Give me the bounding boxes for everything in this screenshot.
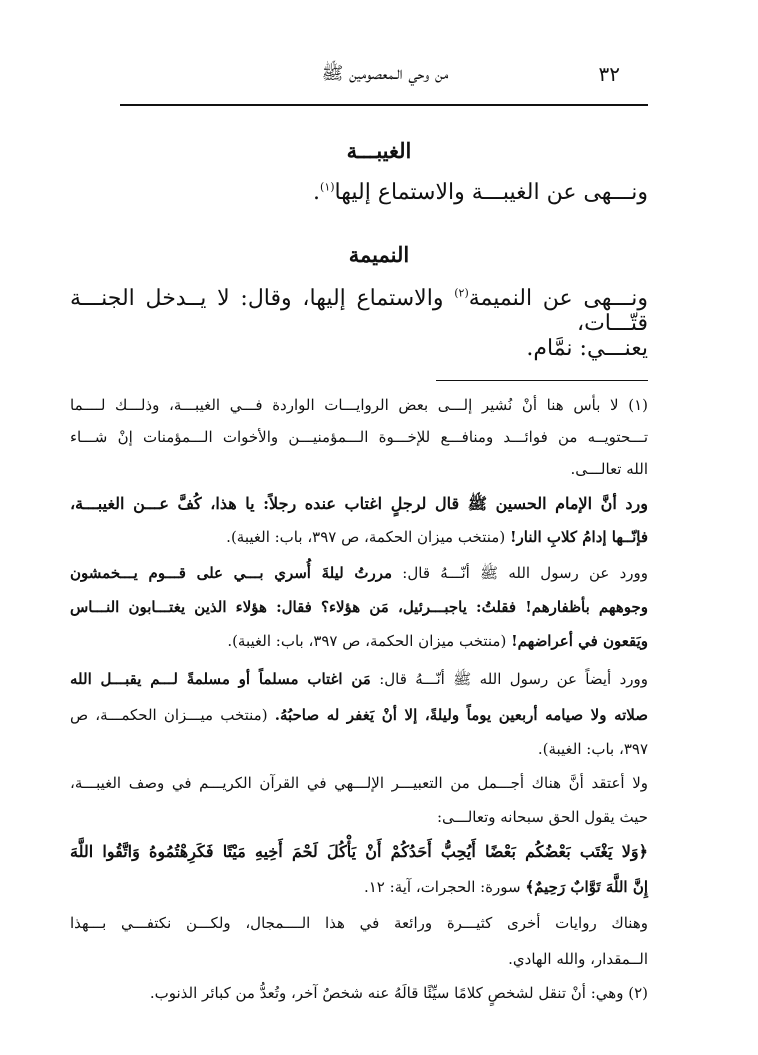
heading-nameema: النميمة — [348, 242, 410, 267]
narration-3-line-2 — [70, 706, 648, 724]
footnote-1-line-1-text: لا بأس هنا أنْ نُشير إلـــى بعض الروايـــات الواردة فـــي الغيبـــة، وذلـــك لــــما — [70, 396, 629, 414]
nameema-line-1-start: ونـــهى عن النميمة — [468, 286, 648, 311]
narration-1-bold: فإنّــها إدامُ كلابِ النار! — [509, 528, 648, 546]
narration-3-line-3: ٣٩٧، باب: الغيبة). — [537, 740, 648, 758]
narration-2-intro: وورد عن رسول الله ﷺ أنّـــهُ قال: — [392, 564, 648, 582]
nameema-line-2: يعنـــي: نمَّام. — [526, 336, 648, 361]
narration-2-source: (منتخب ميزان الحكمة، ص ٣٩٧، باب: الغيبة). — [227, 632, 512, 650]
nameema-line-1 — [70, 286, 648, 336]
running-title: من وحي الـمعصومين ﷺ — [321, 63, 449, 84]
footnote-2 — [70, 984, 648, 1002]
footnote-rule — [436, 380, 648, 381]
gheeba-text-end: . — [313, 180, 321, 205]
quran-verse-source: سورة: الحجرات، آية: ١٢. — [363, 878, 526, 896]
quran-verse-bold: إِنَّ اللَّهَ تَوَّابٌ رَحِيمٌ﴾ — [525, 878, 648, 896]
header-rule — [120, 104, 648, 106]
footnote-2-text: وهي: أنْ تنقل لشخصٍ كلامًا سيِّئًا قالَهُ عنه شخصٌ آخر، وتُعدُّ من كبائر الذنوب. — [149, 984, 629, 1002]
narration-1-source: (منتخب ميزان الحكمة، ص ٣٩٧، باب: الغيبة). — [226, 528, 510, 546]
quran-intro-line-2: حيث يقول الحق سبحانه وتعالـــى: — [436, 808, 648, 826]
quran-verse-line-1: ﴿وَلا يَغْتَب بَعْضُكُم بَعْضًا أَيُحِبُّ أَحَدُكُمْ أَنْ يَأْكُلَ لَحْمَ أَخِيهِ مَيْتًا فَكَرِهْتُمُوهُ وَاتَّقُوا اللَّهَ — [70, 842, 648, 861]
footnote-ref-2[interactable]: (٢) — [454, 286, 469, 300]
footnote-ref-1[interactable]: (١) — [320, 180, 335, 194]
narration-3-bold-2: صلاته ولا صيامه أربعين يوماً وليلةً، إلا أنْ يَغفر له صاحبُهُ. — [274, 706, 648, 724]
narration-2-bold-1: مررتُ ليلةَ أُسري بـــي على قـــوم يـــخمشون — [70, 564, 393, 582]
nameema-line-1-end: والاستماع إليها، وقال: لا يــدخل الجنـــة قتّـــات، — [70, 286, 648, 336]
closing-line-2: الــمقدار، والله الهادي. — [508, 950, 648, 968]
footnote-1-line-3: الله تعالـــى. — [570, 460, 648, 478]
gheeba-text-body: ونـــهى عن الغيبـــة والاستماع إليها — [334, 180, 648, 205]
narration-3-bold-1: مَن اغتاب مسلماً أو مسلمةً لـــم يقبـــل الله — [70, 670, 371, 688]
page-number: ٣٢ — [598, 62, 620, 86]
narration-1-line-1: ورد أنَّ الإمام الحسين ﷺ قال لرجلٍ اغتاب عنده رجلاً: يا هذا، كُفَّ عـــن الغيبـــة، — [70, 494, 649, 513]
footnote-2-marker: (٢) — [628, 984, 648, 1002]
gheeba-text — [70, 180, 648, 205]
narration-2-line-3 — [70, 632, 648, 650]
narration-1-line-2 — [70, 528, 648, 546]
closing-line-1: وهناك روايات أخرى كثيـــرة ورائعة في هذا الــــمجال، ولكـــن نكتفـــي بـــهذا — [70, 914, 648, 932]
narration-3-line-1 — [70, 670, 648, 692]
quran-intro-line-1: ولا أعتقد أنَّ هناك أجـــمل من التعبيـــر الإلـــهي في القرآن الكريـــم في وصف الغيبـــة، — [70, 774, 648, 792]
narration-2-line-1 — [70, 564, 648, 586]
footnote-1-line-1 — [70, 396, 648, 414]
footnote-1-line-2: تـــحتويــه من فوائـــد ومنافـــع للإخـــوة الـــمؤمنيـــن والأخوات الـــمؤمنات إنْ شـــاء — [70, 428, 648, 446]
heading-gheeba: الغيبـــة — [346, 138, 412, 163]
narration-3-source: (منتخب ميـــزان الحكمـــة، ص — [70, 706, 275, 724]
narration-2-bold-3: ويَقعون في أعراضهم! — [511, 632, 648, 650]
narration-2-line-2: وجوههم بأظفارهم! فقلتُ: ياجبـــرئيل، مَن هؤلاء؟ فقال: هؤلاء الذين يغتـــابون النـــاس — [70, 598, 648, 616]
quran-verse-line-2 — [70, 878, 648, 896]
narration-3-intro: وورد أيضاً عن رسول الله ﷺ أنّـــهُ قال: — [370, 670, 648, 688]
footnote-1-marker: (١) — [628, 396, 648, 414]
